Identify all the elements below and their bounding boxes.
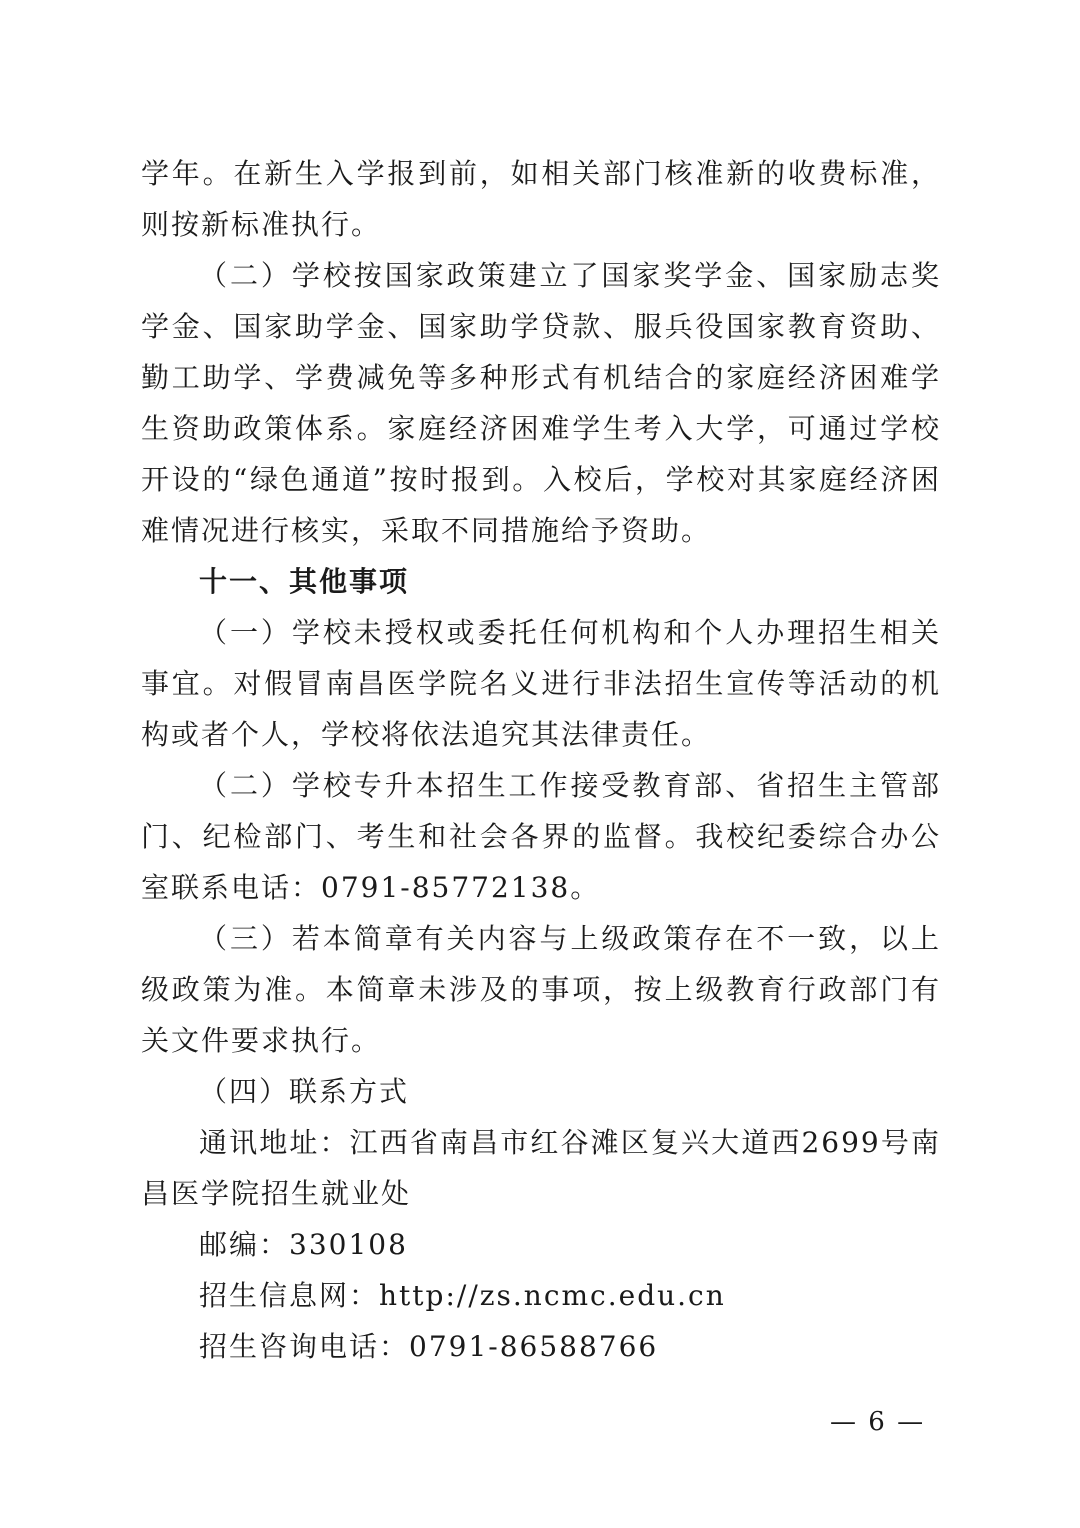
- paragraph-admissions-phone: 招生咨询电话：0791-86588766: [199, 1330, 659, 1363]
- paragraph-mailing-address: 通讯地址：江西省南昌市红谷滩区复兴大道西2699号南昌医学院招生就业处: [141, 1126, 941, 1210]
- paragraph-postal-code: 邮编：330108: [199, 1228, 408, 1261]
- document-body: [141, 148, 941, 1372]
- page-number: — 6 —: [830, 1407, 926, 1437]
- paragraph-no-authorized-agency: （一）学校未授权或委托任何机构和个人办理招生相关事宜。对假冒南昌医学院名义进行非法招生宣传等活动的机构或者个人，学校将依法追究其法律责任。: [141, 616, 941, 751]
- paragraph-tuition-standard: 学年。在新生入学报到前，如相关部门核准新的收费标准，则按新标准执行。: [141, 157, 941, 241]
- paragraph-policy-precedence: （三）若本简章有关内容与上级政策存在不一致，以上级政策为准。本简章未涉及的事项，按上级教育行政部门有关文件要求执行。: [141, 922, 941, 1057]
- paragraph-contact-heading: （四）联系方式: [199, 1075, 410, 1108]
- paragraph-financial-aid: （二）学校按国家政策建立了国家奖学金、国家励志奖学金、国家助学金、国家助学贷款、服兵役国家教育资助、勤工助学、学费减免等多种形式有机结合的家庭经济困难学生资助政策体系。家庭经济困难学生考入大学，可通过学校开设的“绿色通道”按时报到。入校后，学校对其家庭经济困难情况进行核实，采取不同措施给予资助。: [141, 259, 941, 547]
- section-heading-other-matters: 十一、其他事项: [199, 565, 410, 598]
- paragraph-supervision: （二）学校专升本招生工作接受教育部、省招生主管部门、纪检部门、考生和社会各界的监督。我校纪委综合办公室联系电话：0791-85772138。: [141, 769, 941, 904]
- paragraph-admissions-website: 招生信息网：http://zs.ncmc.edu.cn: [199, 1279, 726, 1312]
